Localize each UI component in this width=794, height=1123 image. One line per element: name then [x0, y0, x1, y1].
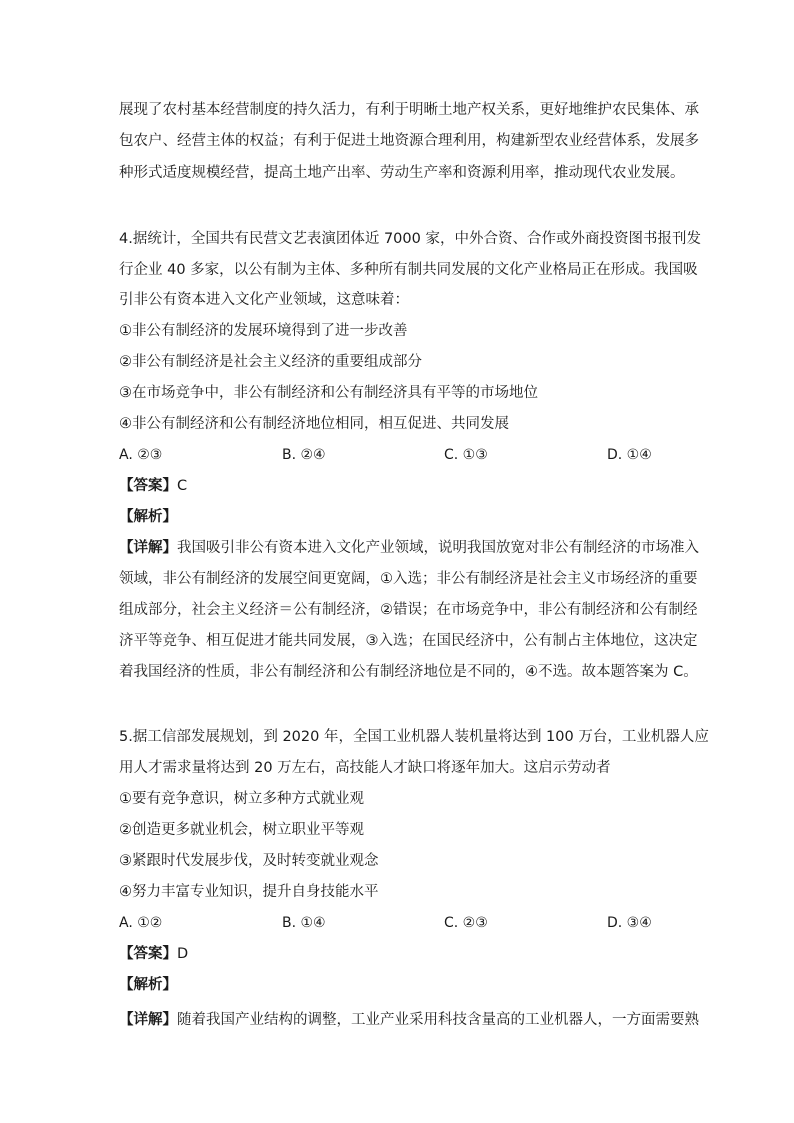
q4-answer	[119, 476, 679, 496]
intro-line: 种形式适度规模经营，提高土地产出率、劳动生产率和资源利用率，推动现代农业发展。	[119, 165, 685, 181]
q4-option-d: D. ①④	[607, 447, 652, 463]
q4-stem-line: 行企业 40 多家，以公有制为主体、多种所有制共同发展的文化产业格局正在形成。我国吸	[119, 262, 698, 278]
answer-label: 【答案】	[119, 478, 177, 494]
q4-item: ①非公有制经济的发展环境得到了进一步改善	[119, 323, 408, 339]
q4-detail-line: 领域，非公有制经济的发展空间更宽阔，①入选；非公有制经济是社会主义市场经济的重要	[119, 571, 698, 587]
q5-stem-line: 5.据工信部发展规划，到 2020 年，全国工业机器人装机量将达到 100 万台，工业机器人应	[119, 729, 709, 745]
q4-detail-line: 组成部分，社会主义经济＝公有制经济，②错误；在市场竞争中，非公有制经济和公有制经	[119, 602, 698, 618]
intro-line: 展现了农村基本经营制度的持久活力，有利于明晰土地产权关系，更好地维护农民集体、承	[119, 102, 699, 118]
q5-answer	[119, 944, 679, 964]
q5-options	[119, 913, 679, 933]
q4-item: ④非公有制经济和公有制经济地位相同，相互促进、共同发展	[119, 416, 509, 432]
intro-line: 包农户、经营主体的权益；有利于促进土地资源合理利用，构建新型农业经营体系，发展多	[119, 133, 699, 149]
q5-option-d: D. ③④	[607, 915, 652, 931]
q4-option-a: A. ②③	[119, 447, 163, 463]
q5-stem-line: 用人才需求量将达到 20 万左右，高技能人才缺口将逐年加大。这启示劳动者	[119, 760, 611, 776]
q4-detail-line: 济平等竞争、相互促进才能共同发展，③入选；在国民经济中，公有制占主体地位，这决定	[119, 633, 698, 649]
q4-stem-line: 4.据统计，全国共有民营文艺表演团体近 7000 家，中外合资、合作或外商投资图书报刊发	[119, 231, 701, 247]
q4-detail-line	[119, 538, 699, 558]
q5-item: ②创造更多就业机会，树立职业平等观	[119, 822, 364, 838]
q4-option-b: B. ②④	[282, 447, 326, 463]
answer-label: 【答案】	[119, 946, 177, 962]
answer-value: D	[177, 946, 189, 962]
q5-detail-line	[119, 1010, 699, 1030]
q5-option-b: B. ①④	[282, 915, 326, 931]
q5-item: ③紧跟时代发展步伐，及时转变就业观念	[119, 853, 379, 869]
q5-analysis-label: 【解析】	[119, 977, 177, 993]
detail-text: 随着我国产业结构的调整，工业产业采用科技含量高的工业机器人，一方面需要熟	[177, 1012, 699, 1028]
q4-option-c: C. ①③	[444, 447, 488, 463]
q4-options	[119, 445, 679, 465]
q5-option-a: A. ①②	[119, 915, 163, 931]
q5-item: ④努力丰富专业知识，提升自身技能水平	[119, 884, 379, 900]
q4-item: ②非公有制经济是社会主义经济的重要组成部分	[119, 354, 422, 370]
q4-detail-line: 着我国经济的性质，非公有制经济和公有制经济地位是不同的，④不选。故本题答案为 C。	[119, 664, 698, 680]
q4-item: ③在市场竞争中，非公有制经济和公有制经济具有平等的市场地位	[119, 385, 538, 401]
q4-stem-line: 引非公有资本进入文化产业领域，这意味着：	[119, 292, 409, 308]
detail-label: 【详解】	[119, 1012, 177, 1028]
q4-analysis-label: 【解析】	[119, 509, 177, 525]
answer-value: C	[177, 478, 188, 494]
detail-label: 【详解】	[119, 540, 177, 556]
q5-item: ①要有竞争意识，树立多种方式就业观	[119, 791, 364, 807]
q5-option-c: C. ②③	[444, 915, 488, 931]
detail-text: 我国吸引非公有资本进入文化产业领域，说明我国放宽对非公有制经济的市场准入	[177, 540, 699, 556]
